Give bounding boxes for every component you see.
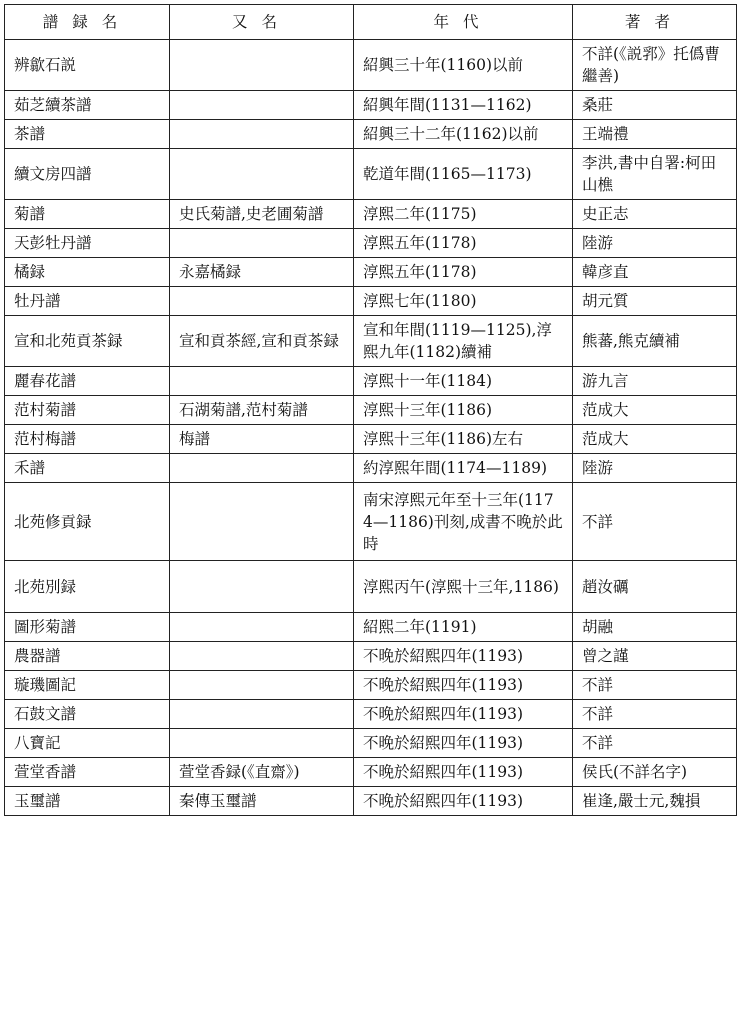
cell-era: 不晚於紹熙四年(1193) [354, 700, 573, 729]
table-row [5, 91, 737, 120]
cell-author: 韓彦直 [573, 258, 737, 287]
cell-author: 不詳 [573, 700, 737, 729]
cell-author: 趙汝礪 [573, 561, 737, 613]
cell-alias [170, 149, 354, 200]
table-row [5, 149, 737, 200]
cell-title: 北苑修貢録 [5, 483, 170, 561]
table-row [5, 454, 737, 483]
cell-author: 游九言 [573, 367, 737, 396]
cell-author: 陸游 [573, 229, 737, 258]
cell-title: 范村菊譜 [5, 396, 170, 425]
cell-title: 北苑別録 [5, 561, 170, 613]
cell-alias: 梅譜 [170, 425, 354, 454]
cell-author: 范成大 [573, 425, 737, 454]
cell-title: 玉璽譜 [5, 787, 170, 816]
cell-author: 胡融 [573, 613, 737, 642]
cell-title: 農器譜 [5, 642, 170, 671]
cell-author: 桑莊 [573, 91, 737, 120]
cell-era: 紹興三十二年(1162)以前 [354, 120, 573, 149]
table-row [5, 229, 737, 258]
table-row [5, 120, 737, 149]
cell-era: 淳熙丙午(淳熙十三年,1186) [354, 561, 573, 613]
cell-era: 淳熙五年(1178) [354, 258, 573, 287]
table-row [5, 200, 737, 229]
cell-title: 萱堂香譜 [5, 758, 170, 787]
table-row [5, 396, 737, 425]
table-row [5, 287, 737, 316]
cell-title: 璇璣圖記 [5, 671, 170, 700]
cell-author: 不詳 [573, 671, 737, 700]
cell-era: 淳熙二年(1175) [354, 200, 573, 229]
cell-author: 陸游 [573, 454, 737, 483]
cell-era: 淳熙十三年(1186) [354, 396, 573, 425]
table-row [5, 316, 737, 367]
cell-alias [170, 287, 354, 316]
cell-title: 范村梅譜 [5, 425, 170, 454]
cell-author: 侯氏(不詳名字) [573, 758, 737, 787]
cell-title: 菊譜 [5, 200, 170, 229]
table-row [5, 642, 737, 671]
cell-alias: 史氏菊譜,史老圃菊譜 [170, 200, 354, 229]
cell-title: 辨歙石説 [5, 40, 170, 91]
cell-era: 宣和年間(1119—1125),淳熙九年(1182)續補 [354, 316, 573, 367]
cell-author: 胡元質 [573, 287, 737, 316]
cell-era: 不晚於紹熙四年(1193) [354, 758, 573, 787]
table-row [5, 787, 737, 816]
table-row [5, 40, 737, 91]
cell-author: 不詳 [573, 729, 737, 758]
table-row [5, 700, 737, 729]
cell-title: 橘録 [5, 258, 170, 287]
cell-era: 紹興三十年(1160)以前 [354, 40, 573, 91]
cell-era: 不晚於紹熙四年(1193) [354, 671, 573, 700]
cell-alias [170, 229, 354, 258]
cell-alias: 石湖菊譜,范村菊譜 [170, 396, 354, 425]
cell-era: 不晚於紹熙四年(1193) [354, 729, 573, 758]
cell-alias [170, 40, 354, 91]
table-header [5, 5, 737, 40]
cell-era: 紹熙二年(1191) [354, 613, 573, 642]
header-title: 譜録名 [5, 5, 170, 40]
cell-era: 淳熙五年(1178) [354, 229, 573, 258]
table-row [5, 483, 737, 561]
cell-author: 曾之謹 [573, 642, 737, 671]
cell-alias: 永嘉橘録 [170, 258, 354, 287]
cell-era: 不晚於紹熙四年(1193) [354, 642, 573, 671]
cell-alias [170, 729, 354, 758]
cell-era: 淳熙七年(1180) [354, 287, 573, 316]
cell-author: 崔逢,嚴士元,魏損 [573, 787, 737, 816]
cell-era: 乾道年間(1165—1173) [354, 149, 573, 200]
cell-era: 南宋淳熙元年至十三年(1174—1186)刊刻,成書不晚於此時 [354, 483, 573, 561]
cell-title: 八寶記 [5, 729, 170, 758]
cell-era: 淳熙十三年(1186)左右 [354, 425, 573, 454]
cell-title: 牡丹譜 [5, 287, 170, 316]
cell-alias [170, 91, 354, 120]
table-row [5, 613, 737, 642]
cell-title: 宣和北苑貢茶録 [5, 316, 170, 367]
cell-alias [170, 561, 354, 613]
table-row [5, 671, 737, 700]
cell-title: 麗春花譜 [5, 367, 170, 396]
cell-title: 圖形菊譜 [5, 613, 170, 642]
catalog-table [4, 4, 737, 816]
cell-title: 石鼓文譜 [5, 700, 170, 729]
cell-alias [170, 700, 354, 729]
table-row [5, 729, 737, 758]
cell-author: 李洪,書中自署:柯田山樵 [573, 149, 737, 200]
cell-title: 茹芝續茶譜 [5, 91, 170, 120]
table-row [5, 258, 737, 287]
table-row [5, 561, 737, 613]
cell-era: 淳熙十一年(1184) [354, 367, 573, 396]
table-row [5, 758, 737, 787]
cell-author: 王端禮 [573, 120, 737, 149]
cell-title: 續文房四譜 [5, 149, 170, 200]
cell-alias: 宣和貢茶經,宣和貢茶録 [170, 316, 354, 367]
cell-author: 史正志 [573, 200, 737, 229]
table-body [5, 40, 737, 816]
cell-alias [170, 613, 354, 642]
header-row [5, 5, 737, 40]
cell-alias [170, 671, 354, 700]
table-row [5, 367, 737, 396]
header-alias: 又名 [170, 5, 354, 40]
cell-alias [170, 367, 354, 396]
cell-alias [170, 454, 354, 483]
cell-author: 范成大 [573, 396, 737, 425]
cell-author: 不詳(《説郛》托僞曹繼善) [573, 40, 737, 91]
cell-alias [170, 483, 354, 561]
cell-title: 禾譜 [5, 454, 170, 483]
cell-alias: 秦傳玉璽譜 [170, 787, 354, 816]
header-era: 年代 [354, 5, 573, 40]
cell-era: 約淳熙年間(1174—1189) [354, 454, 573, 483]
cell-author: 熊蕃,熊克續補 [573, 316, 737, 367]
cell-title: 茶譜 [5, 120, 170, 149]
header-author: 著者 [573, 5, 737, 40]
cell-era: 紹興年間(1131—1162) [354, 91, 573, 120]
cell-author: 不詳 [573, 483, 737, 561]
cell-alias: 萱堂香録(《直齋》) [170, 758, 354, 787]
table-row [5, 425, 737, 454]
cell-era: 不晚於紹熙四年(1193) [354, 787, 573, 816]
cell-title: 天彭牡丹譜 [5, 229, 170, 258]
cell-alias [170, 120, 354, 149]
cell-alias [170, 642, 354, 671]
